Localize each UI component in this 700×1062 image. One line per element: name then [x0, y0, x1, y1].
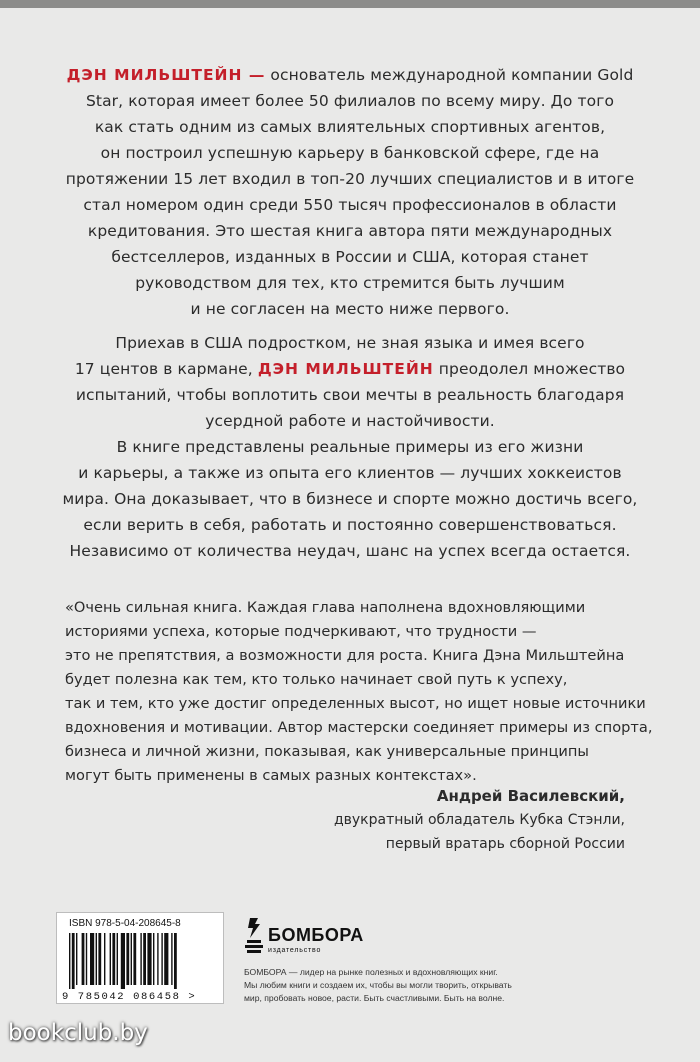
- barcode-bar: [72, 933, 75, 989]
- about-author-line: кредитования. Это шестая книга автора пяти международных: [87, 222, 613, 240]
- barcode-bar: [131, 933, 132, 985]
- quote-line: «Очень сильная книга. Каждая глава наполнена вдохновляющими: [65, 599, 586, 616]
- quote-author-role: двукратный обладатель Кубка Стэнли,: [333, 812, 625, 828]
- barcode-bar: [161, 933, 162, 985]
- author-name-highlight: ДЭН МИЛЬШТЕЙН: [257, 360, 434, 378]
- barcode-bar: [86, 933, 87, 985]
- quote-author-name: Андрей Василевский,: [436, 787, 625, 805]
- quote-line: вдохновения и мотивации. Автор мастерски соединяет примеры из спорта,: [65, 719, 653, 736]
- barcode-bar: [104, 933, 105, 985]
- barcode-bar: [174, 933, 177, 989]
- barcode-bar: [117, 933, 118, 985]
- barcode-bar: [164, 933, 168, 985]
- barcode-bar: [153, 933, 154, 985]
- barcode-bar: [112, 933, 115, 985]
- quote-line: так и тем, кто уже достиг определенных высот, но ищет новые источники: [65, 695, 646, 712]
- quote-line: историями успеха, которые подчеркивают, что трудности —: [65, 623, 537, 640]
- barcode-digits: 9 785042 086458 >: [62, 991, 197, 1003]
- story-line: и карьеры, а также из опыта его клиентов — лучших хоккеистов: [78, 464, 622, 482]
- barcode-bar: [140, 933, 141, 985]
- barcode-bar: [171, 933, 172, 985]
- testimonial-quote: [65, 596, 653, 788]
- barcode-bar: [96, 933, 97, 985]
- barcode-bar: [143, 933, 146, 985]
- story-line: усердной работе и настойчивости.: [205, 412, 495, 430]
- isbn-barcode: [56, 912, 224, 1004]
- barcode-bar: [121, 933, 125, 989]
- barcode-bar: [82, 933, 85, 985]
- publisher-desc-line: БОМБОРА — лидер на рынке полезных и вдохновляющих книг.: [244, 967, 498, 977]
- quote-attribution: [334, 784, 625, 856]
- publisher-subtitle: издательство: [268, 947, 322, 954]
- about-author-line: бестселлеров, изданных в России и США, которая станет: [111, 248, 589, 266]
- about-author-paragraph: [40, 62, 660, 322]
- quote-line: могут быть применены в самых разных контекстах».: [65, 767, 477, 784]
- story-line: испытаний, чтобы воплотить свои мечты в реальность благодаря: [75, 386, 625, 404]
- barcode-bar: [90, 933, 94, 985]
- about-author-line: стал номером один среди 550 тысяч профессионалов в области: [83, 196, 617, 214]
- barcode-bar: [157, 933, 158, 985]
- quote-author-role: первый вратарь сборной России: [385, 836, 625, 852]
- barcode-bars: [69, 933, 213, 989]
- barcode-bar: [76, 933, 77, 985]
- publisher-description: [244, 966, 664, 1004]
- story-line: Независимо от количества неудач, шанс на успех всегда остается.: [69, 542, 631, 560]
- barcode-bar: [133, 933, 136, 985]
- story-line: мира. Она доказывает, что в бизнесе и спорте можно достичь всего,: [62, 490, 638, 508]
- about-author-line-1: ДЭН МИЛЬШТЕЙН — основатель международной компании Gold: [66, 66, 634, 84]
- quote-line: будет полезна как тем, кто только начинает свой путь к успеху,: [65, 671, 568, 688]
- barcode-bar: [147, 933, 151, 985]
- barcode-bar: [98, 933, 101, 985]
- site-watermark: bookclub.by: [8, 1020, 148, 1046]
- publisher-desc-line: мир, пробовать новое, расти. Быть счастливыми. Быть на волне.: [244, 992, 505, 1003]
- story-paragraph: [40, 330, 660, 564]
- barcode-bar: [69, 933, 70, 989]
- about-author-line: он построил успешную карьеру в банковской сфере, где на: [100, 144, 600, 162]
- about-author-line: и не согласен на место ниже первого.: [190, 300, 510, 318]
- quote-line: это не препятствия, а возможности для роста. Книга Дэна Мильштейна: [65, 647, 625, 664]
- publisher-name: БОМБОРА: [268, 925, 364, 945]
- barcode-bar: [110, 933, 111, 985]
- barcode-bar: [126, 933, 129, 985]
- quote-line: бизнеса и личной жизни, показывая, как универсальные принципы: [65, 743, 589, 760]
- story-line: если верить в себя, работать и постоянно совершенствоваться.: [83, 516, 617, 534]
- top-edge-strip: [0, 0, 700, 8]
- about-author-line: руководством для тех, кто стремится быть лучшим: [135, 274, 565, 292]
- about-author-line: Star, которая имеет более 50 филиалов по всему миру. До того: [85, 92, 615, 110]
- publisher-desc-line: Мы любим книги и создаем их, чтобы вы могли творить, открывать: [244, 979, 512, 990]
- author-name-highlight: ДЭН МИЛЬШТЕЙН —: [66, 66, 266, 84]
- story-line: В книге представлены реальные примеры из его жизни: [116, 438, 584, 456]
- about-author-line: как стать одним из самых влиятельных спортивных агентов,: [94, 118, 606, 136]
- isbn-number: ISBN 978-5-04-208645-8: [69, 918, 181, 929]
- story-line-2: 17 центов в кармане, ДЭН МИЛЬШТЕЙН преодолел множество: [74, 360, 626, 378]
- story-line: Приехав в США подростком, не зная языка и имея всего: [115, 334, 585, 352]
- about-author-line: протяжении 15 лет входил в топ-20 лучших специалистов и в итоге: [65, 170, 635, 188]
- bombora-logo-icon: [244, 916, 266, 956]
